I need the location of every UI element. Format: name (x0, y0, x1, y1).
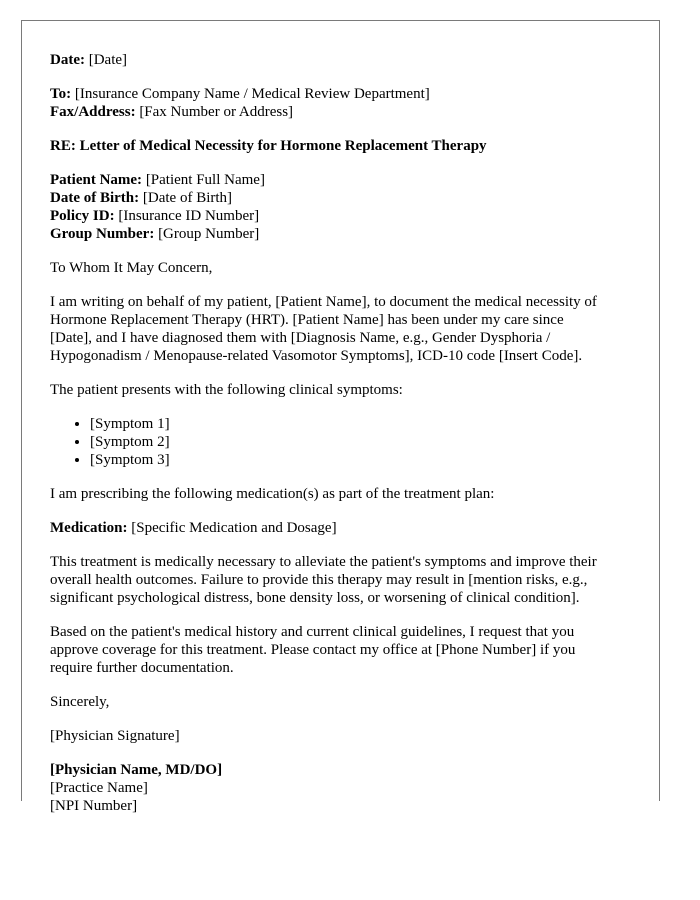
prescribing-intro: I am prescribing the following medication(s) as part of the treatment plan: (50, 486, 495, 502)
patient-name-value: [Patient Full Name] (145, 172, 265, 188)
subject-text: RE: Letter of Medical Necessity for Hormone Replacement Therapy (50, 138, 487, 154)
subject-line (50, 137, 640, 155)
signature-placeholder: [Physician Signature] (50, 728, 180, 744)
intro-line: [Date], and I have diagnosed them with [Diagnosis Name, e.g., Gender Dysphoria / (50, 330, 551, 346)
necessity-paragraph (50, 553, 640, 607)
date-value: [Date] (88, 52, 128, 68)
letter-body (50, 51, 640, 815)
request-line: require further documentation. (50, 660, 234, 676)
group-label: Group Number: (50, 226, 155, 242)
date-label: Date: (50, 52, 85, 68)
intro-line: Hypogonadism / Menopause-related Vasomotor Symptoms], ICD-10 code [Insert Code]. (50, 348, 583, 364)
dob-line (50, 189, 640, 207)
group-value: [Group Number] (158, 226, 260, 242)
intro-line: Hormone Replacement Therapy (HRT). [Patient Name] has been under my care since (50, 312, 564, 328)
patient-name-label: Patient Name: (50, 172, 143, 188)
symptom-item: • [Symptom 2] (90, 433, 640, 451)
necessity-line: This treatment is medically necessary to alleviate the patient's symptoms and improve their (50, 554, 597, 570)
closing: Sincerely, (50, 694, 110, 710)
npi-number: [NPI Number] (50, 798, 138, 814)
fax-line (50, 103, 640, 121)
policy-label: Policy ID: (50, 208, 115, 224)
medication-label: Medication: (50, 520, 128, 536)
group-line (50, 225, 640, 243)
necessity-line: significant psychological distress, bone density loss, or worsening of clinical condition]. (50, 590, 580, 606)
symptoms-intro: The patient presents with the following clinical symptoms: (50, 382, 403, 398)
medication-value: [Specific Medication and Dosage] (131, 520, 337, 536)
dob-label: Date of Birth: (50, 190, 140, 206)
dob-value: [Date of Birth] (142, 190, 233, 206)
policy-line (50, 207, 640, 225)
physician-name: [Physician Name, MD/DO] (50, 762, 223, 778)
request-paragraph (50, 623, 640, 677)
to-value: [Insurance Company Name / Medical Review Department] (74, 86, 430, 102)
salutation: To Whom It May Concern, (50, 260, 213, 276)
request-line: approve coverage for this treatment. Please contact my office at [Phone Number] if you (50, 642, 576, 658)
letter-page (21, 20, 660, 814)
to-line (50, 85, 640, 103)
symptom-item: • [Symptom 1] (90, 415, 640, 433)
date-line (50, 51, 640, 69)
medication-line (50, 519, 640, 537)
intro-line: I am writing on behalf of my patient, [Patient Name], to document the medical necessity of (50, 294, 597, 310)
intro-paragraph (50, 293, 640, 365)
fax-value: [Fax Number or Address] (139, 104, 294, 120)
fax-label: Fax/Address: (50, 104, 136, 120)
patient-name-line (50, 171, 640, 189)
symptoms-list (50, 415, 640, 469)
request-line: Based on the patient's medical history and current clinical guidelines, I request that you (50, 624, 575, 640)
necessity-line: overall health outcomes. Failure to provide this therapy may result in [mention risks, e.g., (50, 572, 588, 588)
physician-name-line (50, 761, 640, 779)
practice-name: [Practice Name] (50, 780, 148, 796)
to-label: To: (50, 86, 72, 102)
policy-value: [Insurance ID Number] (118, 208, 260, 224)
symptom-item: • [Symptom 3] (90, 451, 640, 469)
